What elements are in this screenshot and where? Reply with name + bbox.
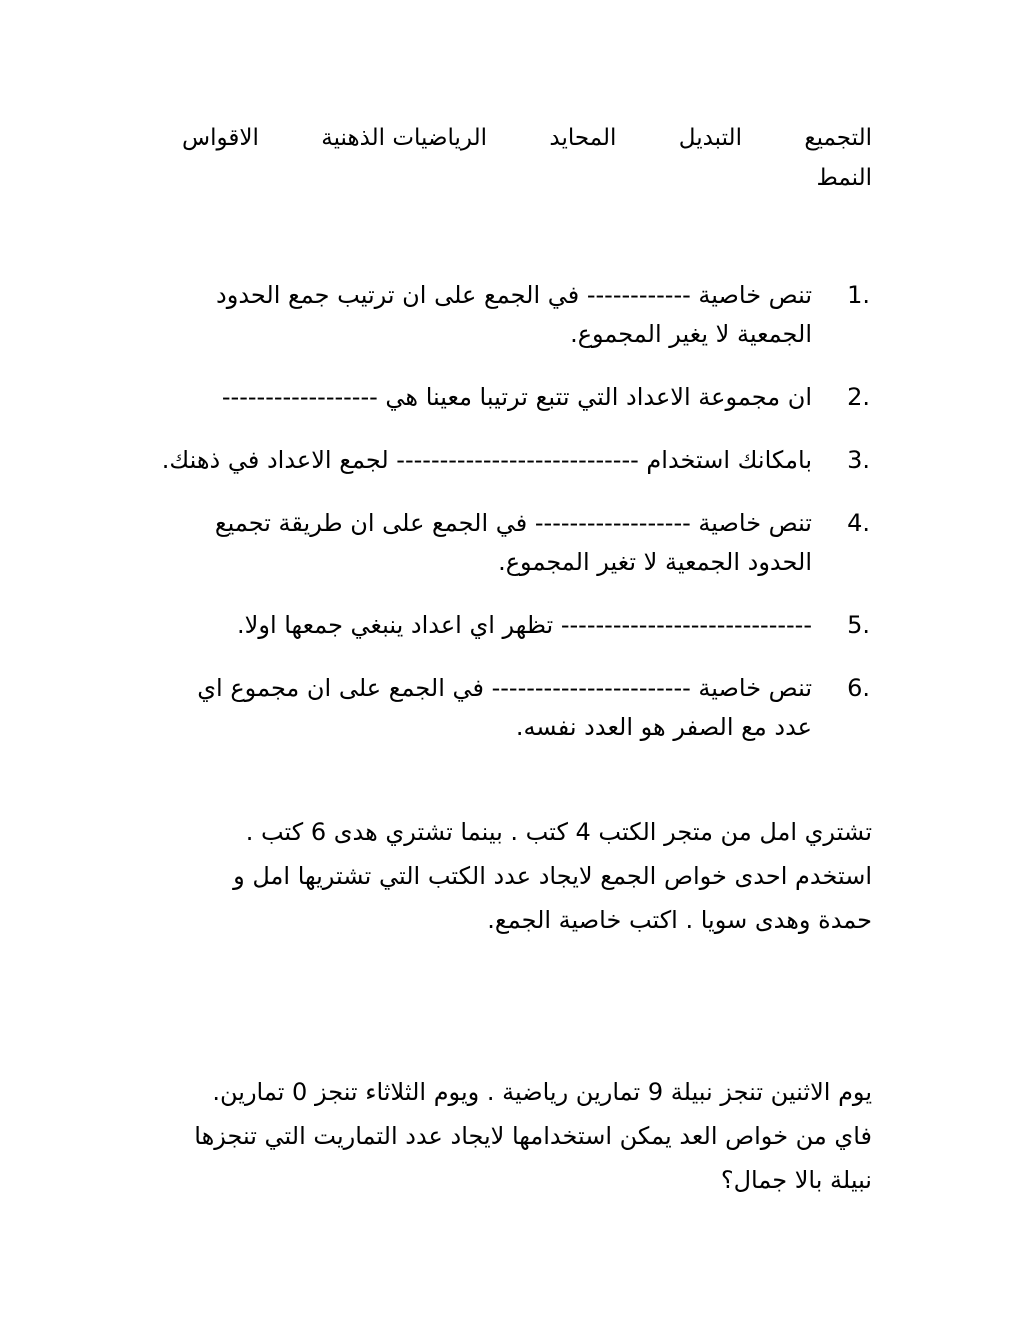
word-bank-item: المحايد — [549, 125, 617, 151]
question-item — [155, 276, 870, 354]
word-bank-item: الرياضيات الذهنية — [321, 125, 487, 151]
question-number: 2. — [847, 383, 870, 411]
question-text: تنص خاصية ----------------------- في الجمع على ان مجموع اي عدد مع الصفر هو العدد نفسه. — [197, 674, 812, 741]
question-text: بامكانك استخدام ---------------------------- لجمع الاعداد في ذهنك. — [161, 446, 812, 474]
question-item — [155, 606, 870, 645]
word-bank-item: التجميع — [804, 125, 872, 151]
word-problem-books: تشتري امل من متجر الكتب 4 كتب . بينما تشتري هدى 6 كتب . استخدم احدى خواص الجمع لايجاد عدد الكتب التي تشتريها امل و حمدة وهدى سويا . اكتب خاصية الجمع. — [233, 818, 872, 934]
question-item — [155, 504, 870, 582]
question-number: 1. — [847, 281, 870, 309]
word-problem-exercises: يوم الاثنين تنجز نبيلة 9 تمارين رياضية . ويوم الثلاثاء تنجز 0 تمارين. فاي من خواص العد يمكن استخدامها لايجاد عدد التماريت التي تنجزها نبيلة بالا جمال؟ — [194, 1078, 872, 1194]
question-item — [155, 669, 870, 747]
question-number: 3. — [847, 446, 870, 474]
word-bank-item: التبديل — [678, 125, 742, 151]
question-number: 5. — [847, 611, 870, 639]
question-item — [155, 378, 870, 417]
word-bank-second-line: النمط — [816, 165, 872, 191]
word-bank — [182, 118, 872, 198]
question-number: 4. — [847, 509, 870, 537]
question-text: ----------------------------- تظهر اي اعداد ينبغي جمعها اولا. — [237, 611, 812, 639]
question-text: ان مجموعة الاعداد التي تتبع ترتيبا معينا هي ------------------ — [221, 383, 812, 411]
question-text: تنص خاصية ------------------ في الجمع على ان طريقة تجميع الحدود الجمعية لا تغير المجموع. — [214, 509, 812, 576]
word-bank-row — [182, 118, 872, 158]
word-bank-item: الاقواس — [182, 125, 259, 151]
question-list — [155, 276, 870, 771]
question-number: 6. — [847, 674, 870, 702]
question-item — [155, 441, 870, 480]
question-text: تنص خاصية ------------ في الجمع على ان ترتيب جمع الحدود الجمعية لا يغير المجموع. — [216, 281, 812, 348]
